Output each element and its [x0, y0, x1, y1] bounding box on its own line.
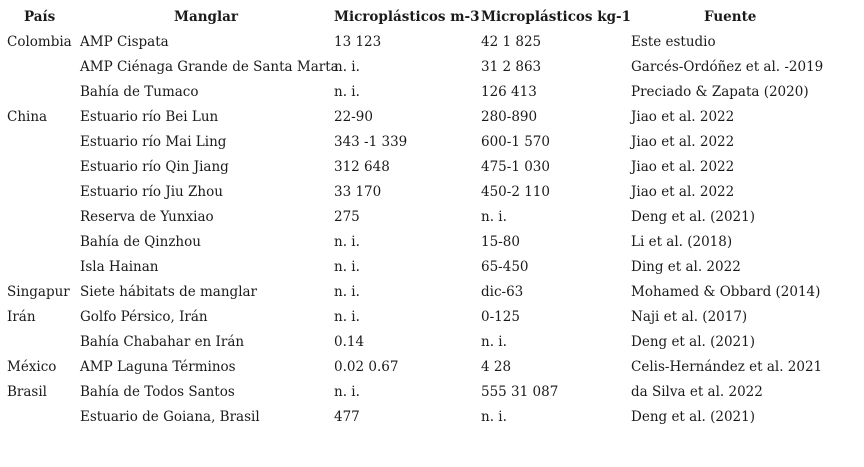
cell-manglar: Bahía de Tumaco — [80, 84, 199, 100]
cell-microplasticos-m3: 22-90 — [334, 109, 373, 125]
cell-pais: Irán — [7, 309, 36, 325]
table-row — [0, 108, 864, 133]
cell-manglar: Bahía Chabahar en Irán — [80, 334, 245, 350]
cell-microplasticos-kg: 600-1 570 — [481, 134, 550, 150]
header-microplasticos-m3: Microplásticos m-3 — [334, 9, 480, 25]
cell-manglar: Reserva de Yunxiao — [80, 209, 214, 225]
cell-manglar: Golfo Pérsico, Irán — [80, 309, 208, 325]
cell-microplasticos-kg: 126 413 — [481, 84, 537, 100]
header-manglar: Manglar — [174, 9, 238, 25]
header-fuente: Fuente — [704, 9, 757, 25]
cell-manglar: Bahía de Qinzhou — [80, 234, 201, 250]
table-row — [0, 308, 864, 333]
table-row — [0, 133, 864, 158]
table-row — [0, 333, 864, 358]
cell-manglar: Estuario río Bei Lun — [80, 109, 219, 125]
header-microplasticos-kg: Microplásticos kg-1 — [481, 9, 632, 25]
cell-manglar: Siete hábitats de manglar — [80, 284, 258, 300]
table-row — [0, 158, 864, 183]
cell-microplasticos-m3: 0.14 — [334, 334, 365, 350]
cell-fuente: Deng et al. (2021) — [631, 209, 755, 225]
cell-microplasticos-kg: dic-63 — [481, 284, 524, 300]
cell-pais: China — [7, 109, 48, 125]
table-row — [0, 358, 864, 383]
table-row — [0, 383, 864, 408]
cell-fuente: Li et al. (2018) — [631, 234, 733, 250]
cell-pais: México — [7, 359, 57, 375]
cell-microplasticos-kg: 4 28 — [481, 359, 512, 375]
cell-manglar: Estuario río Mai Ling — [80, 134, 227, 150]
cell-fuente: Ding et al. 2022 — [631, 259, 741, 275]
cell-microplasticos-kg: n. i. — [481, 334, 507, 350]
cell-microplasticos-m3: n. i. — [334, 59, 360, 75]
cell-fuente: Jiao et al. 2022 — [631, 109, 735, 125]
cell-microplasticos-m3: 0.02 0.67 — [334, 359, 399, 375]
cell-microplasticos-m3: 343 -1 339 — [334, 134, 408, 150]
cell-manglar: Estuario río Qin Jiang — [80, 159, 229, 175]
cell-microplasticos-m3: 477 — [334, 409, 360, 425]
cell-microplasticos-m3: 275 — [334, 209, 360, 225]
cell-manglar: Isla Hainan — [80, 259, 159, 275]
cell-fuente: Mohamed & Obbard (2014) — [631, 284, 821, 300]
cell-microplasticos-kg: n. i. — [481, 209, 507, 225]
cell-pais: Brasil — [7, 384, 47, 400]
cell-fuente: Naji et al. (2017) — [631, 309, 748, 325]
cell-fuente: da Silva et al. 2022 — [631, 384, 763, 400]
table-row — [0, 233, 864, 258]
cell-manglar: Estuario de Goiana, Brasil — [80, 409, 260, 425]
cell-pais: Colombia — [7, 34, 72, 50]
cell-microplasticos-kg: 555 31 087 — [481, 384, 559, 400]
cell-microplasticos-m3: n. i. — [334, 259, 360, 275]
cell-manglar: AMP Laguna Términos — [80, 359, 236, 375]
cell-microplasticos-m3: 312 648 — [334, 159, 390, 175]
cell-fuente: Jiao et al. 2022 — [631, 134, 735, 150]
header-pais: País — [24, 9, 56, 25]
cell-microplasticos-m3: n. i. — [334, 284, 360, 300]
cell-microplasticos-kg: 475-1 030 — [481, 159, 550, 175]
cell-fuente: Garcés-Ordóñez et al. -2019 — [631, 59, 824, 75]
cell-microplasticos-kg: 450-2 110 — [481, 184, 550, 200]
cell-microplasticos-m3: 33 170 — [334, 184, 382, 200]
cell-fuente: Deng et al. (2021) — [631, 334, 755, 350]
cell-manglar: AMP Ciénaga Grande de Santa Marta — [80, 59, 339, 75]
cell-manglar: Estuario río Jiu Zhou — [80, 184, 223, 200]
table-row — [0, 408, 864, 433]
cell-microplasticos-m3: n. i. — [334, 384, 360, 400]
cell-microplasticos-m3: n. i. — [334, 234, 360, 250]
cell-fuente: Deng et al. (2021) — [631, 409, 755, 425]
cell-manglar: Bahía de Todos Santos — [80, 384, 235, 400]
table-row — [0, 83, 864, 108]
cell-pais: Singapur — [7, 284, 70, 300]
table-row — [0, 258, 864, 283]
cell-fuente: Jiao et al. 2022 — [631, 184, 735, 200]
cell-fuente: Este estudio — [631, 34, 716, 50]
cell-microplasticos-kg: 15-80 — [481, 234, 520, 250]
cell-fuente: Preciado & Zapata (2020) — [631, 84, 809, 100]
table-row — [0, 283, 864, 308]
cell-microplasticos-kg: n. i. — [481, 409, 507, 425]
cell-microplasticos-m3: n. i. — [334, 309, 360, 325]
table-row — [0, 183, 864, 208]
cell-microplasticos-m3: 13 123 — [334, 34, 382, 50]
cell-microplasticos-kg: 0-125 — [481, 309, 520, 325]
cell-microplasticos-m3: n. i. — [334, 84, 360, 100]
table-row — [0, 208, 864, 233]
cell-fuente: Jiao et al. 2022 — [631, 159, 735, 175]
cell-microplasticos-kg: 31 2 863 — [481, 59, 542, 75]
cell-microplasticos-kg: 42 1 825 — [481, 34, 542, 50]
table-row — [0, 58, 864, 83]
cell-microplasticos-kg: 65-450 — [481, 259, 529, 275]
table-row — [0, 33, 864, 58]
cell-microplasticos-kg: 280-890 — [481, 109, 538, 125]
cell-fuente: Celis-Hernández et al. 2021 — [631, 359, 823, 375]
cell-manglar: AMP Cispata — [80, 34, 169, 50]
